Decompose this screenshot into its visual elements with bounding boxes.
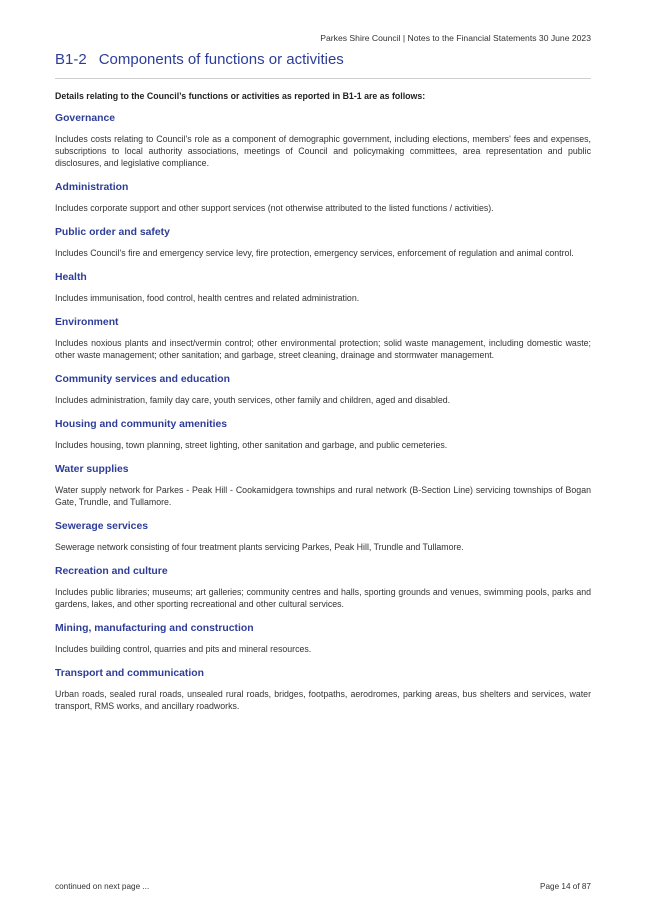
function-description: Includes administration, family day care, youth services, other family and children, aged and disabled. <box>55 395 451 405</box>
function-group <box>55 520 591 553</box>
heading-divider <box>55 78 591 79</box>
function-group <box>55 373 591 406</box>
function-group <box>55 316 591 361</box>
function-description: Water supply network for Parkes - Peak Hill - Cookamidgera townships and rural network (B-Section Line) servicing townships of Bogan Gate, Trundle, and Tullamore. <box>55 485 591 507</box>
section-title: Components of functions or activities <box>98 51 344 68</box>
function-description: Includes corporate support and other support services (not otherwise attributed to the listed functions / activities). <box>55 203 494 213</box>
function-description: Urban roads, sealed rural roads, unsealed rural roads, bridges, footpaths, aerodromes, parking areas, bus shelters and services, water transport, RMS works, and ancillary roadworks. <box>55 689 591 711</box>
content-body <box>55 91 591 724</box>
function-title: Water supplies <box>55 464 129 475</box>
intro-text: Details relating to the Council’s functions or activities as reported in B1-1 are as follows: <box>55 91 426 101</box>
function-description: Includes immunisation, food control, health centres and related administration. <box>55 293 360 303</box>
function-title: Sewerage services <box>55 521 149 532</box>
function-title: Transport and communication <box>55 668 204 679</box>
function-title: Governance <box>55 113 116 124</box>
section-number: B1-2 <box>55 51 87 68</box>
function-group <box>55 565 591 610</box>
function-title: Community services and education <box>55 374 230 385</box>
function-title: Environment <box>55 317 119 328</box>
function-group <box>55 463 591 508</box>
function-title: Public order and safety <box>55 227 170 238</box>
function-description: Includes Council's fire and emergency service levy, fire protection, emergency services, enforcement of regulation and animal control. <box>55 248 574 258</box>
function-title: Mining, manufacturing and construction <box>55 623 254 634</box>
function-group <box>55 226 591 259</box>
function-description: Includes housing, town planning, street lighting, other sanitation and garbage, and public cemeteries. <box>55 440 448 450</box>
function-title: Recreation and culture <box>55 566 168 577</box>
function-group <box>55 271 591 304</box>
function-description: Includes costs relating to Council's role as a component of demographic government, including elections, members' fees and expenses, subscriptions to local authority associations, meetings of Council and policymaking committees, area representation and public disclosures, and legislative compliance. <box>55 134 591 168</box>
function-list <box>55 112 591 712</box>
function-group <box>55 112 591 169</box>
function-description: Includes public libraries; museums; art galleries; community centres and halls, sporting grounds and venues, swimming pools, parks and gardens, lakes, and other sporting recreational and other cultural services. <box>55 587 591 609</box>
function-description: Includes building control, quarries and pits and mineral resources. <box>55 644 312 654</box>
function-title: Health <box>55 272 87 283</box>
function-title: Housing and community amenities <box>55 419 228 430</box>
continued-note: continued on next page ... <box>55 882 150 891</box>
running-header: Parkes Shire Council | Notes to the Financial Statements 30 June 2023 <box>320 33 591 43</box>
function-group <box>55 622 591 655</box>
page-number: Page 14 of 87 <box>540 882 591 891</box>
function-group <box>55 418 591 451</box>
function-title: Administration <box>55 182 129 193</box>
section-heading <box>55 51 344 68</box>
function-group <box>55 181 591 214</box>
function-group <box>55 667 591 712</box>
function-description: Sewerage network consisting of four treatment plants servicing Parkes, Peak Hill, Trundle and Tullamore. <box>55 542 464 552</box>
function-description: Includes noxious plants and insect/vermin control; other environmental protection; solid waste management, including domestic waste; other waste management; other sanitation; and garbage, street cleaning, drainage and stormwater management. <box>55 338 591 360</box>
